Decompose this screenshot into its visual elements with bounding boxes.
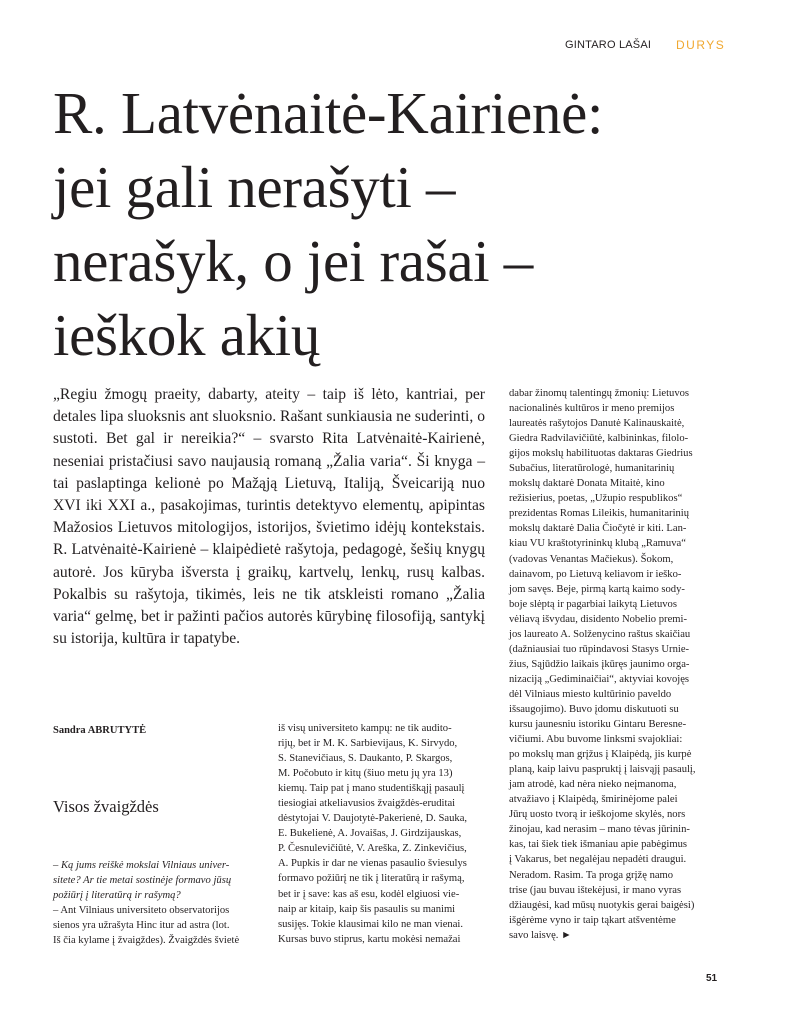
text-line: savo laisvę. ►: [509, 929, 572, 941]
text-line: sienos yra užrašyta Hinc itur ad astra (lot.: [53, 920, 230, 932]
text-line: kursu jaunesniu istoriku Gintaru Beresne-: [509, 719, 687, 731]
question-line: požiūrį į literatūrą ir rašymą?: [53, 890, 181, 902]
text-line: Jūrų uosto tvorą ir ieškojome skylės, nors: [509, 809, 686, 821]
section-subheading: Visos žvaigždės: [53, 797, 159, 816]
text-line: mokslų daktarė Dalia Čiočytė ir kiti. Lan-: [509, 523, 687, 535]
text-line: išsaugojimo). Buvo įdomu diskutuoti su: [509, 703, 679, 715]
text-line: boje slėptą ir pagarbiai laikytą Lietuvos: [509, 598, 677, 610]
title-line: R. Latvėnaitė-Kairienė:: [53, 80, 604, 146]
text-line: laureatės rašytojos Danutė Kalinauskaitė,: [509, 418, 685, 430]
text-line: dėl Vilniaus miesto kultūrinio paveldo: [509, 688, 672, 700]
text-line: trise (jau buvau ištekėjusi, ir mano vyras: [509, 884, 682, 896]
text-line: (vadovas Venantas Mačiekus). Šokom,: [509, 553, 674, 565]
text-line: A. Pupkis ir dar ne vienas pasaulio šviesulys: [278, 858, 467, 870]
text-line: žinojau, kad nerasim – mano tėvas jūrinin-: [509, 824, 690, 836]
text-line: žius, Sąjūdžio laikais įkūręs jaunimo orga-: [509, 658, 690, 670]
question-line: sitete? Ar tie metai sostinėje formavo jūsų: [53, 875, 232, 887]
text-line: (dažniausiai tuo rūpindavosi Stasys Urnie-: [509, 643, 690, 655]
text-line: mokslų daktarė Donata Mitaitė, kino: [509, 478, 665, 490]
text-line: dėstytojai V. Daujotytė-Pakerienė, D. Sauka,: [278, 813, 468, 825]
text-line: M. Počobuto ir kitų (šiuo metu jų yra 13): [278, 768, 453, 780]
text-line: vėliavą išvydau, disidento Nobelio premi-: [509, 613, 687, 625]
text-line: formavo požiūrį ne tik į literatūrą ir rašymą,: [278, 873, 465, 885]
body-column-3: [509, 386, 696, 943]
text-line: atvažiavo į Klaipėdą, šmirinėjome palei: [509, 794, 678, 806]
header-section: DURYS: [676, 38, 726, 52]
text-line: – Ant Vilniaus universiteto observatorijos: [53, 905, 230, 917]
text-line: tiesiogiai atkeliavusios žvaigždės-eruditai: [278, 798, 456, 810]
title-line: ieškok akių: [53, 302, 321, 368]
text-line: dabar žinomų talentingų žmonių: Lietuvos: [509, 388, 690, 399]
text-line: jom savęs. Beje, pirmą kartą kaimo sody-: [509, 583, 685, 595]
text-line: į Vakarus, bet negalėjau nepadėti draugui.: [509, 854, 687, 866]
text-line: nizaciją „Gediminaičiai“, aktyviai kovojęs: [509, 673, 690, 685]
text-line: gijos mokslų habilituotas daktaras Giedrius: [509, 448, 693, 460]
text-line: režisierius, poetas, „Užupio respublikos“: [509, 493, 683, 505]
body-column-1: [53, 858, 239, 948]
text-line: susijęs. Tokie klausimai kilo ne man vienai.: [278, 918, 464, 930]
text-line: naip ar kitaip, kaip šis pasaulis su manimi: [278, 903, 456, 915]
text-line: Iš čia kylame į žvaigždes). Žvaigždės švietė: [53, 935, 240, 947]
text-line: jos laureato A. Solženycino raštus skaičiau: [509, 628, 691, 640]
body-column-2: [278, 721, 467, 947]
page-number: 51: [706, 973, 718, 984]
text-line: po mokslų man grįžus į Klaipėdą, jis kurpė: [509, 749, 692, 761]
lead-paragraph: „Regiu žmogų praeity, dabarty, ateity – taip iš lėto, kantriai, per detales lipa sluoksnis ant sluoksnio. Rašant sunkiausia ne suderinti, o sustoti. Bet gal ir nereikia?“ – svarsto Rita Latvėnaitė-Kairienė, neseniai pristačiusi savo naujausią romaną „Žalia varia“. Ši knyga – tai paslaptinga kelionė po Mažąją Lietuvą, Italiją, Šveicariją nuo XVI iki XXI a., pasakojimas, turintis detektyvo elementų, apipintas Mažosios Lietuvos mitologijos, istorijos, švietimo idėjų kontekstais. R. Latvėnaitė-Kairienė – klaipėdietė rašytoja, pedagogė, šešių knygų autorė. Jos kūryba išversta į graikų, kartvelų, lenkų, rusų kalbas. Pokalbis su rašytoja, tikimės, leis ne tik atskleisti romano „Žalia varia“ gelmę, bet ir pažinti pačios autorės kūrybinę filosofiją, santykį su istorija, kultūra ir tapatybe.: [53, 386, 485, 648]
title-line: jei gali nerašyti –: [53, 154, 456, 220]
question-line: – Ką jums reiškė mokslai Vilniaus univer-: [53, 860, 230, 871]
text-line: Subačius, literatūrologė, humanitarinių: [509, 463, 675, 475]
text-line: bet ir į save: kas aš esu, kodėl elgiuosi vie-: [278, 888, 460, 900]
text-line: Neradom. Rasim. Ta proga grįžę namo: [509, 869, 674, 881]
title-line: nerašyk, o jei rašai –: [53, 228, 533, 294]
text-line: prezidentas Romas Lileikis, humanitarinių: [509, 508, 690, 520]
text-line: kiemų. Taip pat į mano studentiškąjį pasaulį: [278, 783, 465, 795]
byline: Sandra ABRUTYTĖ: [53, 725, 147, 736]
text-line: iš visų universiteto kampų: ne tik audito-: [278, 723, 452, 734]
text-line: Kursas buvo stiprus, kartu mokėsi nemažai: [278, 933, 461, 945]
text-line: planą, kaip laivu paspruktį į laisvąjį pasaulį,: [509, 764, 696, 776]
text-line: E. Bukelienė, A. Jovaišas, J. Girdzijauskas,: [278, 828, 462, 840]
text-line: išgėrėme vyno ir taip tąkart atšventėme: [509, 914, 676, 926]
text-line: kiau VU kraštotyrininkų klubą „Ramuva“: [509, 538, 686, 550]
text-line: jam atrodė, kad nėra nieko neįmanoma,: [509, 779, 677, 791]
text-line: nacionalinės kultūros ir meno premijos: [509, 403, 675, 415]
text-line: vičiumi. Abu buvome linksmi svajokliai:: [509, 734, 683, 746]
header-author: GINTARO LAŠAI: [565, 39, 652, 51]
article-title: [53, 76, 753, 372]
text-line: dainavom, po Lietuvą keliavom ir ieško-: [509, 568, 682, 580]
text-line: Giedra Radvilavičiūtė, kalbininkas, filolo-: [509, 433, 689, 445]
text-line: kas, tai šiek tiek išmaniau apie pabėgimus: [509, 839, 687, 851]
text-line: rijų, bet ir M. K. Sarbievijaus, K. Sirvydo,: [278, 738, 458, 750]
text-line: S. Stanevičiaus, S. Daukanto, P. Skargos,: [278, 753, 453, 765]
text-line: P. Česnulevičiūtė, V. Areška, Z. Zinkevičius,: [278, 843, 467, 855]
text-line: džiaugėsi, kad mūsų nuotykis gerai baigėsi): [509, 899, 695, 911]
